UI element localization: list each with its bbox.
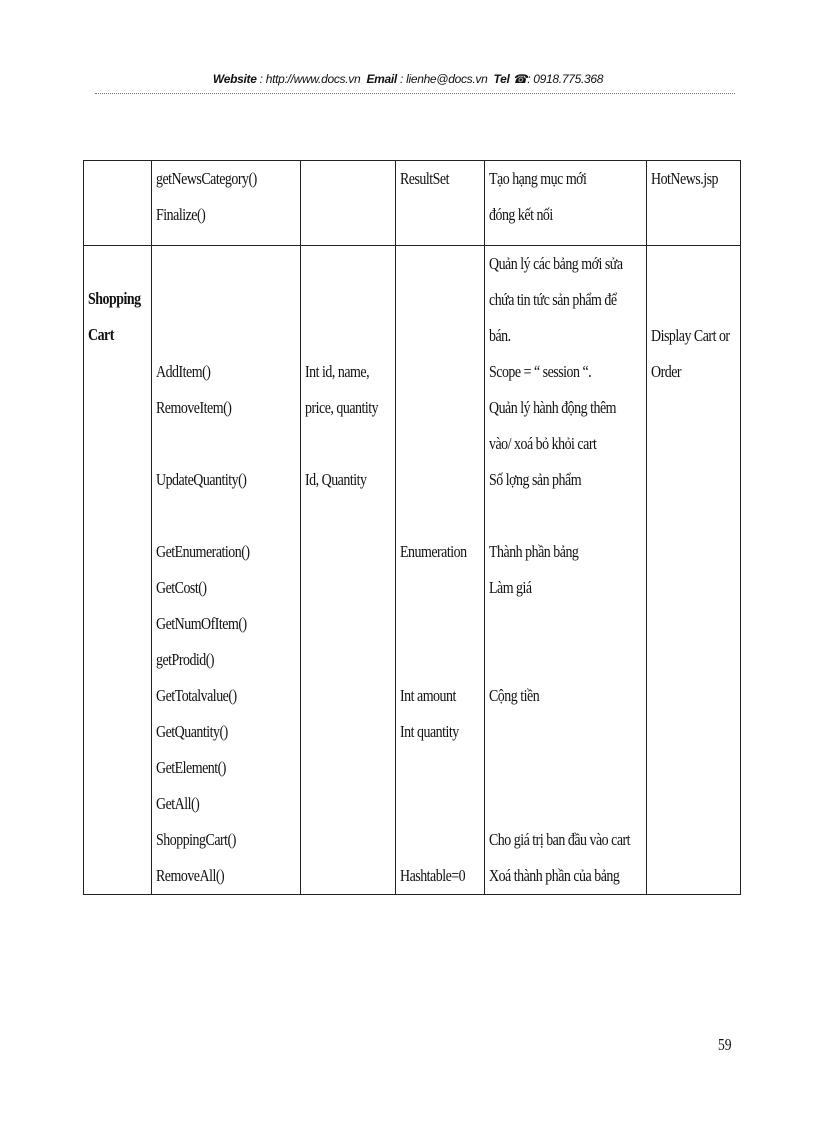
return-type: Int amount [400,686,456,705]
column-divider [646,161,647,894]
email-value: : lienhe@docs.vn [400,72,488,86]
header-divider [95,93,735,94]
return-type: Int quantity [400,722,459,741]
method-name: GetEnumeration() [156,542,250,561]
tel-label: Tel [493,72,510,86]
method-name: RemoveItem() [156,398,232,417]
row-divider [84,245,740,246]
params-line: Int id, name, [305,362,370,381]
method-name: GetQuantity() [156,722,228,741]
module-name: Shopping [88,289,141,308]
description-line: Quản lý các bảng mới sửa [489,254,623,273]
params-line: price, quantity [305,398,379,417]
tel-value: : 0918.775.368 [527,72,604,86]
method-name: Finalize() [156,205,206,224]
method-name: GetNumOfItem() [156,614,247,633]
description-line: Làm giá [489,578,532,597]
method-name: UpdateQuantity() [156,470,247,489]
description-line: Cộng tiền [489,686,540,705]
description-line: Scope = “ session “. [489,362,592,381]
description-line: bán. [489,326,511,345]
module-name: Cart [88,325,114,344]
page-header [0,72,816,86]
page-number: 59 [718,1035,732,1054]
description-line: Cho giá trị ban đầu vào cart [489,830,631,849]
method-name: AddItem() [156,362,211,381]
description-line: Xoá thành phần của bảng [489,866,620,885]
method-name: getNewsCategory() [156,169,257,188]
method-name: RemoveAll() [156,866,225,885]
return-type: Hashtable=0 [400,866,466,885]
method-name: GetAll() [156,794,200,813]
method-name: ShoppingCart() [156,830,236,849]
column-divider [484,161,485,894]
page-file: Display Cart or [651,326,730,345]
description-line: Thành phần bảng [489,542,579,561]
return-type: ResultSet [400,169,450,188]
website-value: : http://www.docs.vn [259,72,361,86]
params-line: Id, Quantity [305,470,367,489]
method-name: GetElement() [156,758,226,777]
website-label: Website [212,72,257,86]
column-divider [300,161,301,894]
description-line: Số lợng sản phẩm [489,470,582,489]
description-line: đóng kết nối [489,205,553,224]
page-file: Order [651,362,682,381]
page-file: HotNews.jsp [651,169,719,188]
email-label: Email [366,72,397,86]
description-line: Tạo hạng mục mới [489,169,587,188]
method-name: getProdid() [156,650,215,669]
return-type: Enumeration [400,542,467,561]
method-name: GetTotalvalue() [156,686,237,705]
phone-icon: ☎ [512,72,528,86]
column-divider [151,161,152,894]
method-name: GetCost() [156,578,207,597]
class-method-table [83,160,741,895]
description-line: chứa tin tức sản phẩm để [489,290,617,309]
description-line: Quản lý hành động thêm [489,398,617,417]
column-divider [395,161,396,894]
description-line: vào/ xoá bỏ khỏi cart [489,434,597,453]
